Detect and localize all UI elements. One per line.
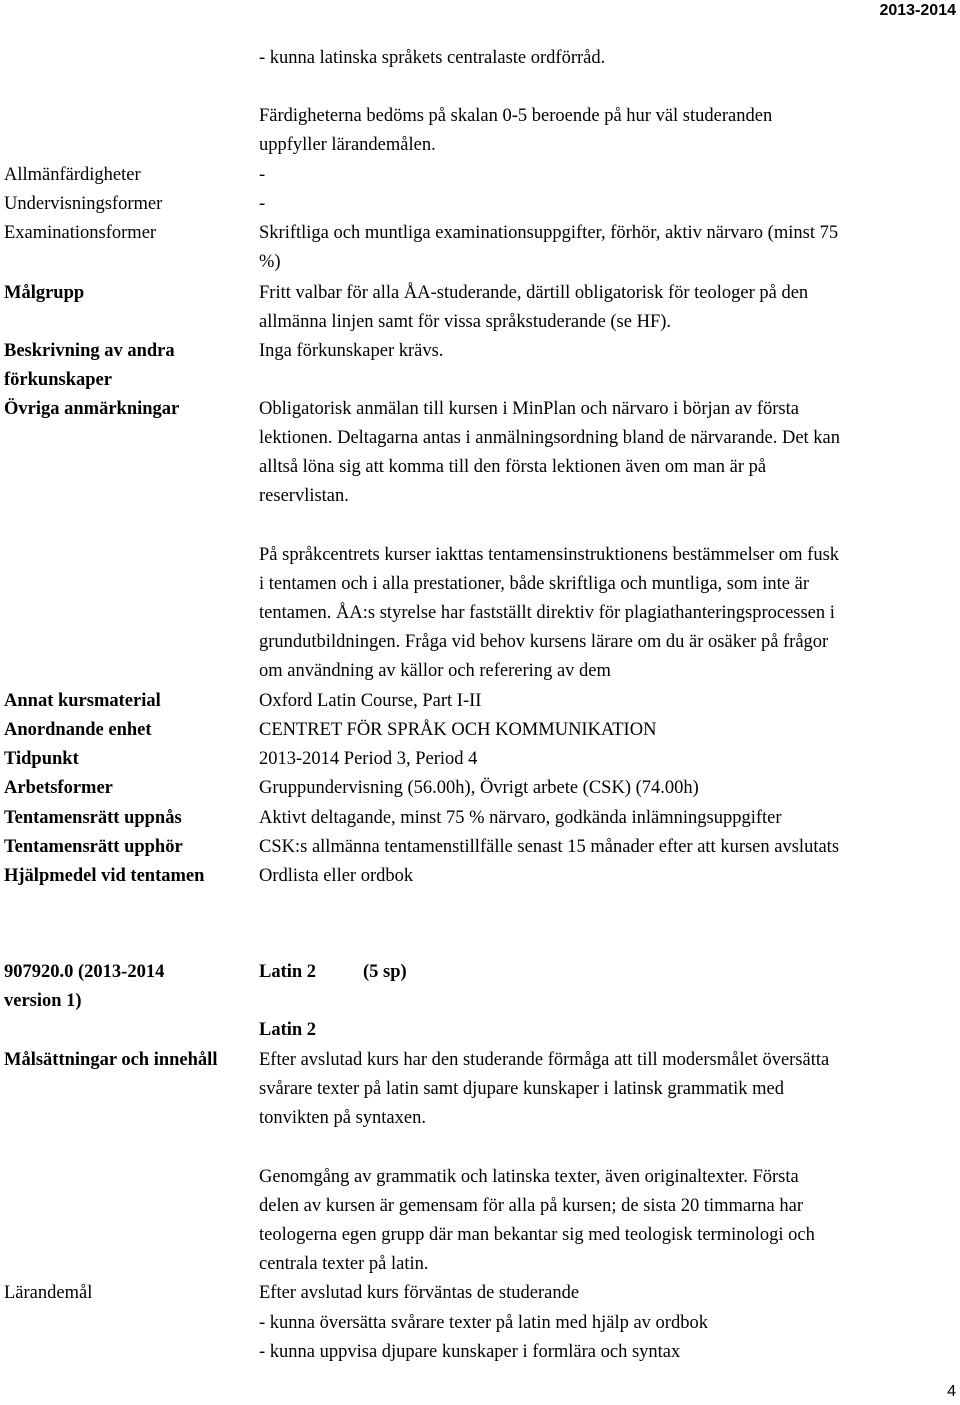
course-subtitle: Latin 2: [259, 1020, 317, 1040]
genomgang-line-1: Genomgång av grammatik och latinska texter, även originaltexter. Första: [259, 1167, 799, 1187]
fusk-line-4: grundutbildningen. Fråga vid behov kursens lärare om du är osäker på frågor: [259, 632, 829, 652]
label-malgrupp: Målgrupp: [4, 283, 85, 303]
genomgang-line-3: teologerna egen grupp där man bekantar sig med teologisk terminologi och: [259, 1225, 815, 1245]
label-allmanfardigheter: Allmänfärdigheter: [4, 165, 141, 185]
fusk-line-2: i tentamen och i alla prestationer, både skriftliga och muntliga, som inte är: [259, 574, 809, 594]
label-hjalpmedel: Hjälpmedel vid tentamen: [4, 866, 205, 886]
label-larandemal: Lärandemål: [4, 1283, 93, 1303]
value-larandemal-1: Efter avslutad kurs förväntas de studerande: [259, 1283, 580, 1303]
value-ovriga-4: reservlistan.: [259, 486, 349, 506]
label-anordnande: Anordnande enhet: [4, 720, 152, 740]
assessment-line-1: Färdigheterna bedöms på skalan 0-5 beroende på hur väl studeranden: [259, 106, 773, 126]
course-name: Latin 2: [259, 962, 317, 982]
value-larandemal-2: - kunna översätta svårare texter på latin med hjälp av ordbok: [259, 1313, 708, 1333]
label-beskrivning-2: förkunskaper: [4, 370, 112, 390]
course-code-1: 907920.0 (2013-2014: [4, 962, 165, 982]
value-examinationsformer-1: Skriftliga och muntliga examinationsuppgifter, förhör, aktiv närvaro (minst 75: [259, 223, 839, 243]
label-malsattningar: Målsättningar och innehåll: [4, 1050, 218, 1070]
course-credits: (5 sp): [363, 962, 407, 982]
value-malgrupp-1: Fritt valbar för alla ÅA-studerande, därtill obligatorisk för teologer på den: [259, 283, 809, 303]
vocab-line: - kunna latinska språkets centralaste ordförråd.: [259, 48, 606, 68]
label-ovriga: Övriga anmärkningar: [4, 399, 180, 419]
label-annat: Annat kursmaterial: [4, 691, 161, 711]
value-malsattningar-1: Efter avslutad kurs har den studerande förmåga att till modersmålet översätta: [259, 1050, 830, 1070]
fusk-line-3: tentamen. ÅA:s styrelse har fastställt direktiv för plagiathanteringsprocessen i: [259, 603, 835, 623]
fusk-line-5: om användning av källor och referering av dem: [259, 661, 611, 681]
value-tidpunkt: 2013-2014 Period 3, Period 4: [259, 749, 478, 769]
assessment-line-2: uppfyller lärandemålen.: [259, 135, 436, 155]
value-undervisningsformer: -: [259, 194, 266, 214]
label-undervisningsformer: Undervisningsformer: [4, 194, 163, 214]
value-annat: Oxford Latin Course, Part I-II: [259, 691, 482, 711]
value-ovriga-2: lektionen. Deltagarna antas i anmälningsordning bland de närvarande. Det kan: [259, 428, 841, 448]
value-larandemal-3: - kunna uppvisa djupare kunskaper i formlära och syntax: [259, 1342, 681, 1362]
label-tidpunkt: Tidpunkt: [4, 749, 79, 769]
value-anordnande: CENTRET FÖR SPRÅK OCH KOMMUNIKATION: [259, 720, 657, 740]
value-malsattningar-3: tonvikten på syntaxen.: [259, 1108, 426, 1128]
value-malgrupp-2: allmänna linjen samt för vissa språkstuderande (se HF).: [259, 312, 672, 332]
value-allmanfardigheter: -: [259, 165, 266, 185]
value-ovriga-3: alltså löna sig att komma till den första lektionen även om man är på: [259, 457, 767, 477]
label-beskrivning-1: Beskrivning av andra: [4, 341, 175, 361]
label-tentamensratt-uppnas: Tentamensrätt uppnås: [4, 808, 182, 828]
value-tentamensratt-upphor: CSK:s allmänna tentamenstillfälle senast 15 månader efter att kursen avslutats: [259, 837, 840, 857]
value-ovriga-1: Obligatorisk anmälan till kursen i MinPlan och närvaro i början av första: [259, 399, 799, 419]
fusk-line-1: På språkcentrets kurser iakttas tentamensinstruktionens bestämmelser om fusk: [259, 545, 840, 565]
value-hjalpmedel: Ordlista eller ordbok: [259, 866, 414, 886]
page-number: 4: [947, 1383, 956, 1400]
label-tentamensratt-upphor: Tentamensrätt upphör: [4, 837, 183, 857]
genomgang-line-2: delen av kursen är gemensam för alla på kursen; de sista 20 timmarna har: [259, 1196, 804, 1216]
label-arbetsformer: Arbetsformer: [4, 778, 113, 798]
genomgang-line-4: centrala texter på latin.: [259, 1254, 429, 1274]
label-examinationsformer: Examinationsformer: [4, 223, 157, 243]
course-code-2: version 1): [4, 991, 82, 1011]
header-year: 2013-2014: [879, 2, 956, 19]
value-malsattningar-2: svårare texter på latin samt djupare kunskaper i latinsk grammatik med: [259, 1079, 785, 1099]
value-tentamensratt-uppnas: Aktivt deltagande, minst 75 % närvaro, godkända inlämningsuppgifter: [259, 808, 782, 828]
value-beskrivning: Inga förkunskaper krävs.: [259, 341, 444, 361]
value-arbetsformer: Gruppundervisning (56.00h), Övrigt arbete (CSK) (74.00h): [259, 778, 699, 798]
value-examinationsformer-2: %): [259, 252, 281, 272]
